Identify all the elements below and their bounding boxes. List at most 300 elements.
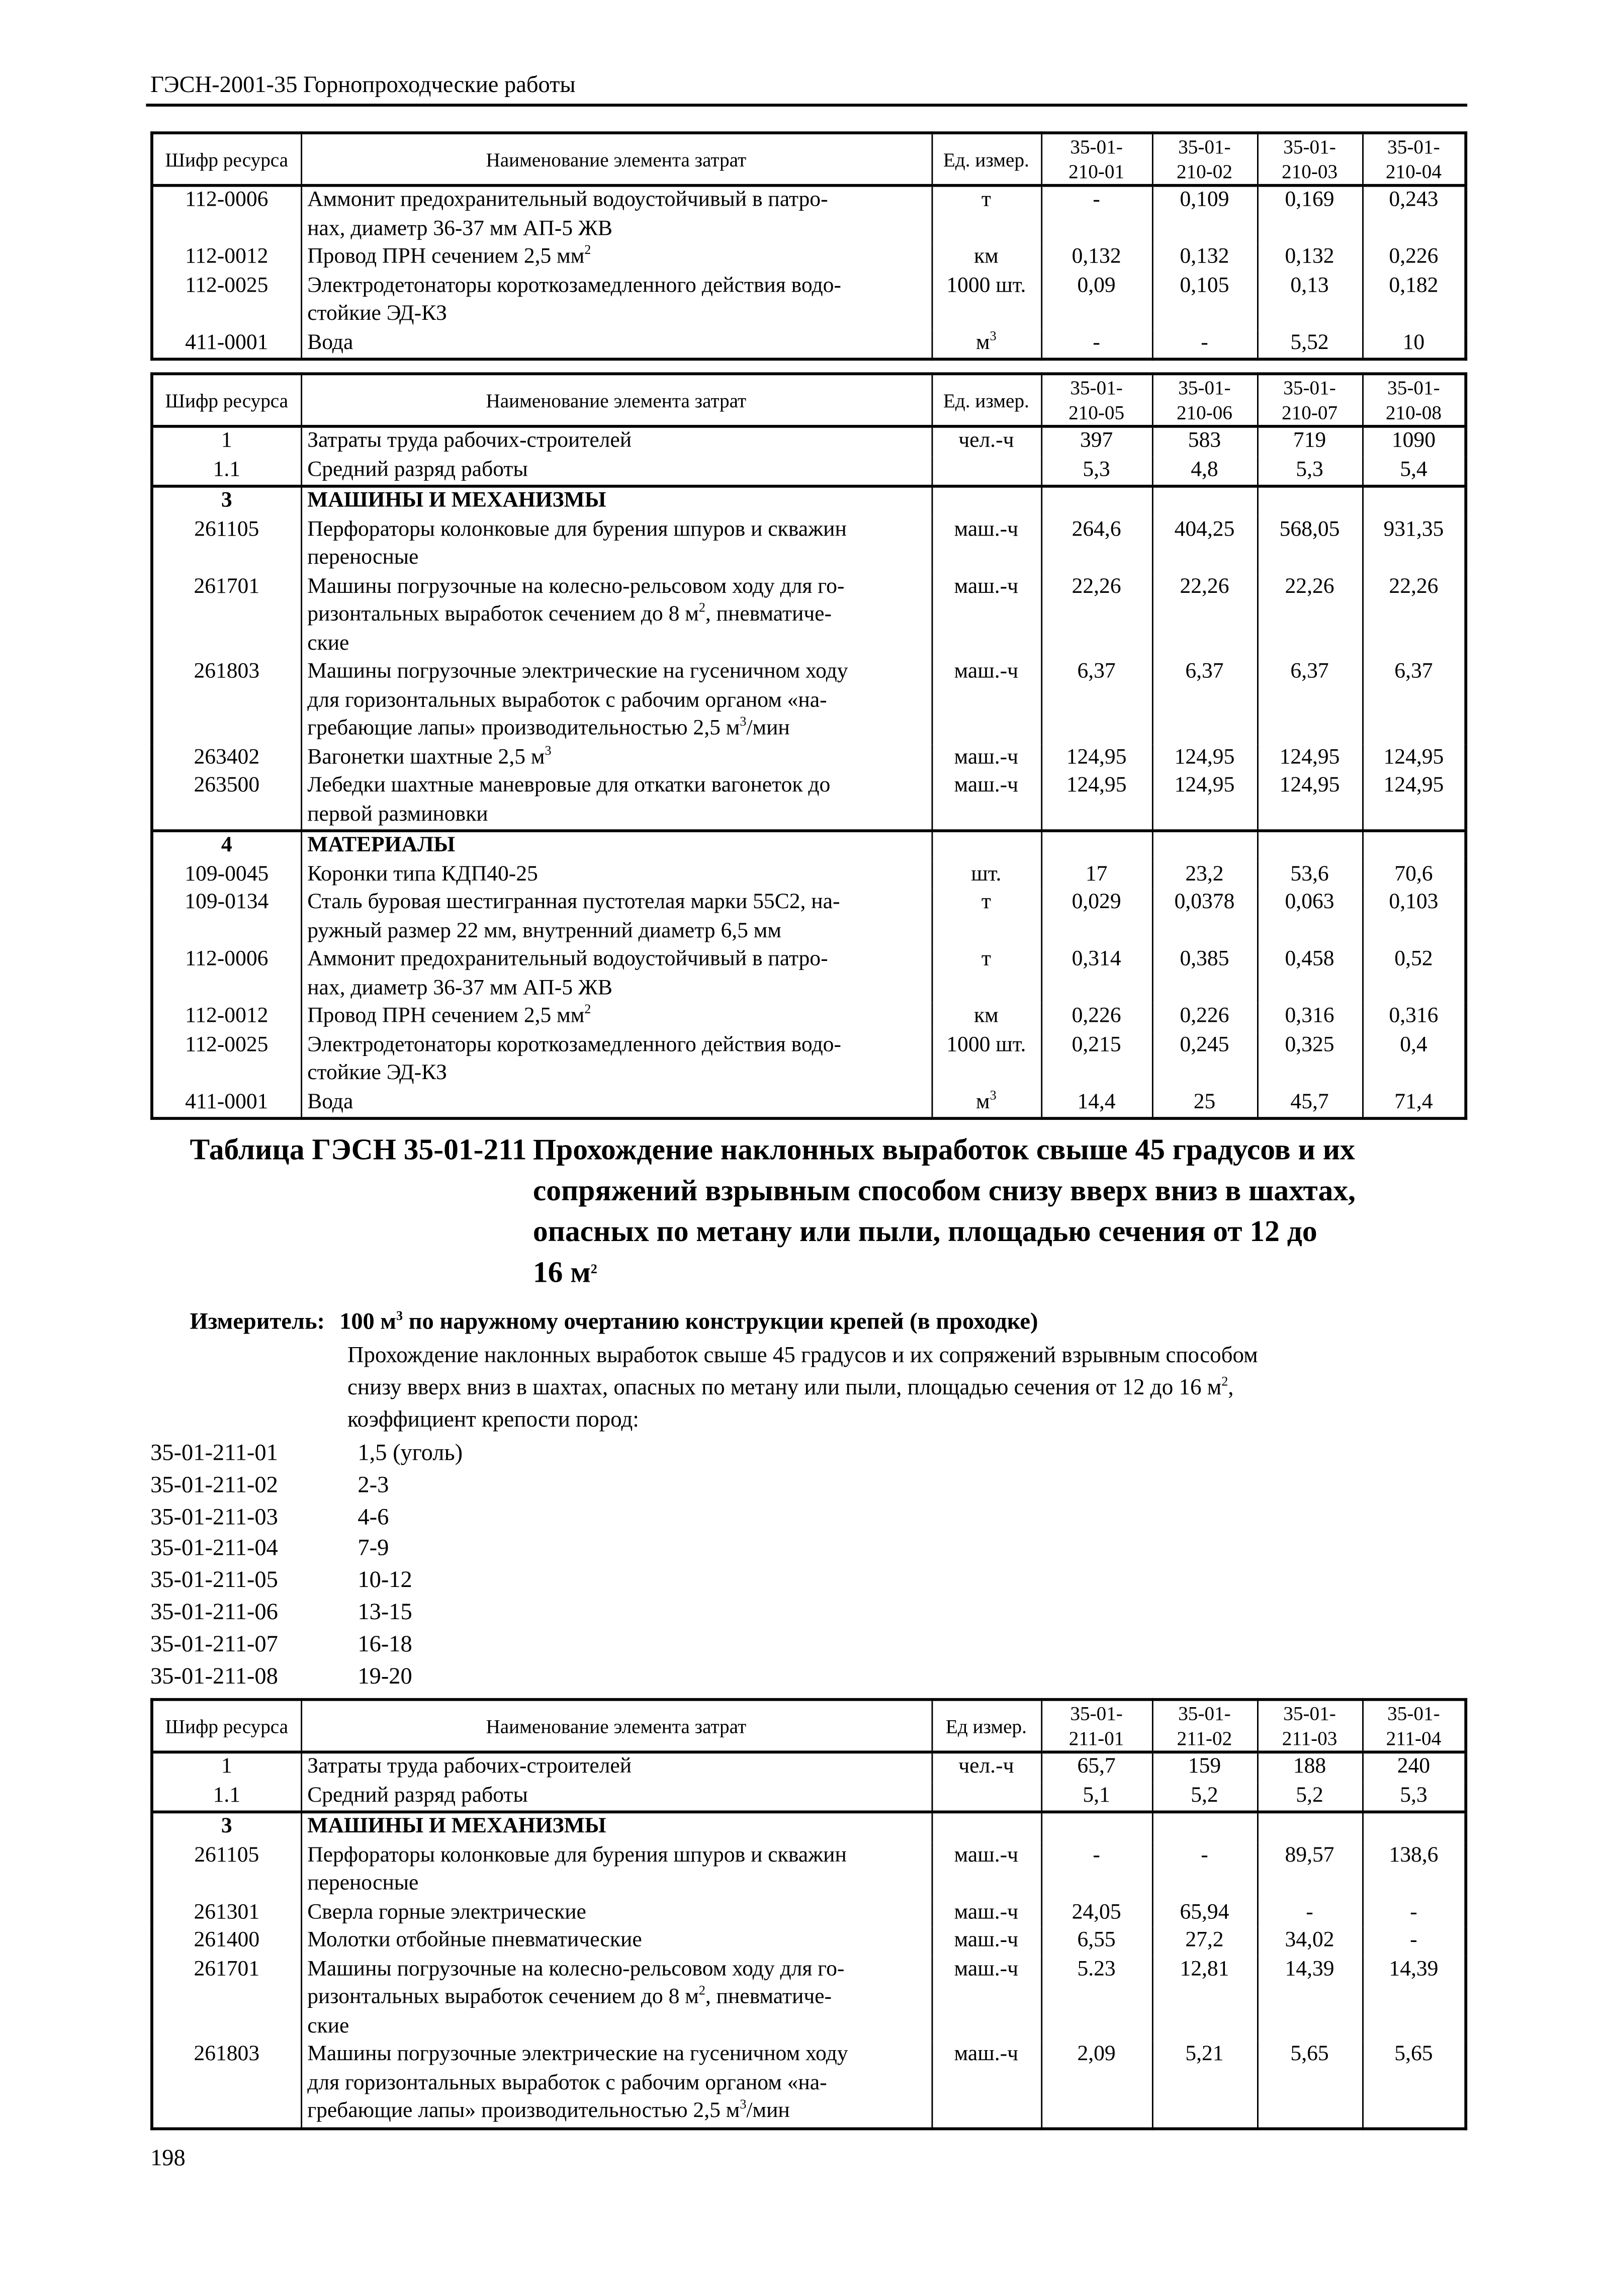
name-line: Аммонит предохранительный водоустойчивый в патро-: [307, 188, 828, 212]
header-column: [1152, 133, 1257, 186]
name-line: Средний разряд работы: [307, 1783, 528, 1807]
resource-name: [301, 772, 931, 831]
measurement-unit: [190, 1310, 1038, 1336]
value-cell: 17: [1041, 861, 1152, 890]
header-row: [152, 133, 1466, 186]
header-column-line: 211-04: [1386, 1727, 1442, 1749]
value-cell: 5,2: [1257, 1782, 1362, 1812]
variant-value: 1,5 (уголь): [358, 1441, 463, 1466]
value-cell: -: [1152, 329, 1257, 360]
resource-code: 263500: [152, 772, 301, 831]
table-header: [152, 133, 1466, 186]
unit: км: [931, 244, 1041, 273]
unit: маш.-ч: [931, 1927, 1041, 1956]
value-cell: 6,37: [1257, 659, 1362, 744]
resource-code: 1.1: [152, 1782, 301, 1812]
value-cell: 0,226: [1362, 244, 1466, 273]
value-cell: 138,6: [1362, 1842, 1466, 1899]
variant-code: 35-01-211-06: [150, 1600, 278, 1625]
variant-row: [150, 1661, 463, 1693]
header-row: [152, 1700, 1466, 1752]
table-row: [152, 273, 1466, 329]
value-cell: 0,243: [1362, 186, 1466, 244]
superscript: 2: [1221, 1374, 1228, 1389]
value-cell: 25: [1152, 1089, 1257, 1119]
value-cell: 0,182: [1362, 273, 1466, 329]
resource-name: [301, 659, 931, 744]
value-cell: 0,325: [1257, 1031, 1362, 1088]
value-cell: 0,132: [1257, 244, 1362, 273]
value-cell: 0,13: [1257, 273, 1362, 329]
description-line: [347, 1372, 1258, 1404]
work-description: [347, 1341, 1258, 1437]
unit: маш.-ч: [931, 772, 1041, 831]
value-cell: [1257, 1812, 1362, 1842]
value-cell: 0,0378: [1152, 889, 1257, 946]
header-row: [152, 374, 1466, 426]
header-column: [1152, 374, 1257, 426]
value-cell: [1041, 831, 1152, 861]
resource-name: [301, 1899, 931, 1927]
name-line: Затраты труда рабочих-строителей: [307, 429, 632, 453]
unit: [931, 831, 1041, 861]
unit: маш.-ч: [931, 2041, 1041, 2128]
value-cell: [1152, 1812, 1257, 1842]
value-cell: 2,09: [1041, 2041, 1152, 2128]
name-line: Молотки отбойные пневматические: [307, 1928, 642, 1953]
name-line: Электродетонаторы короткозамедленного действия водо-: [307, 274, 841, 297]
table-row: [152, 244, 1466, 273]
unit: чел.-ч: [931, 1752, 1041, 1782]
row-group: [152, 1752, 1466, 1812]
header-column-line: 35-01-: [1070, 1702, 1123, 1725]
header-column-line: 35-01-: [1178, 1702, 1231, 1725]
value-cell: 0,245: [1152, 1031, 1257, 1088]
unit: шт.: [931, 861, 1041, 890]
name-line: Вода: [307, 1090, 353, 1113]
resource-name: [301, 1782, 931, 1812]
value-cell: 24,05: [1041, 1899, 1152, 1927]
name-line: Машины погрузочные электрические на гусеничном ходу: [307, 2043, 848, 2066]
value-cell: 1090: [1362, 426, 1466, 457]
value-cell: 0,063: [1257, 889, 1362, 946]
table-row: [152, 1812, 1466, 1842]
unit-text: м: [976, 1090, 990, 1113]
description-line: коэффициент крепости пород:: [347, 1407, 639, 1433]
header-column-line: 35-01-: [1178, 136, 1231, 158]
value-cell: 0,458: [1257, 946, 1362, 1003]
variant-code: 35-01-211-03: [150, 1505, 278, 1530]
resource-name: [301, 889, 931, 946]
resource-name: [301, 1089, 931, 1119]
table-row: [152, 426, 1466, 457]
variant-code: 35-01-211-07: [150, 1632, 278, 1657]
name-text: , пневматиче-: [705, 603, 832, 627]
name-line: для горизонтальных выработок с рабочим органом «на-: [307, 2071, 827, 2095]
superscript: 2: [584, 1001, 591, 1016]
value-cell: 10: [1362, 329, 1466, 360]
value-cell: -: [1041, 186, 1152, 244]
unit: т: [931, 889, 1041, 946]
superscript: 2: [584, 242, 591, 257]
unit: маш.-ч: [931, 516, 1041, 573]
resource-code: 1: [152, 426, 301, 457]
value-cell: 22,26: [1041, 573, 1152, 659]
header-column: [1362, 133, 1466, 186]
value-cell: 397: [1041, 426, 1152, 457]
value-cell: 22,26: [1362, 573, 1466, 659]
name-line: Сверла горные электрические: [307, 1900, 586, 1924]
running-header: ГЭСН-2001-35 Горнопроходческие работы: [150, 73, 576, 98]
resource-name: [301, 516, 931, 573]
table-row: [152, 659, 1466, 744]
resource-table-210-05-08: [150, 372, 1467, 1120]
name-line: Вода: [307, 330, 353, 355]
header-column-line: 35-01-: [1387, 377, 1440, 399]
variant-value: 16-18: [358, 1632, 412, 1657]
name-line: ские: [307, 631, 349, 655]
value-cell: -: [1041, 329, 1152, 360]
header-column-line: 211-03: [1282, 1727, 1337, 1749]
value-cell: 0,226: [1152, 1003, 1257, 1032]
variant-code: 35-01-211-08: [150, 1663, 278, 1689]
variant-code: 35-01-211-01: [150, 1441, 278, 1466]
value-cell: 0,132: [1152, 244, 1257, 273]
unit: чел.-ч: [931, 426, 1041, 457]
value-cell: [1041, 486, 1152, 516]
unit: [931, 329, 1041, 360]
superscript: 2: [698, 600, 705, 615]
value-cell: 0,215: [1041, 1031, 1152, 1088]
table-header: [152, 374, 1466, 426]
value-cell: [1362, 831, 1466, 861]
resource-code: 112-0006: [152, 186, 301, 244]
page-number: 198: [150, 2146, 186, 2171]
superscript: 3: [990, 327, 997, 342]
resource-name: [301, 1927, 931, 1956]
variant-value: 13-15: [358, 1600, 412, 1625]
table-row: [152, 861, 1466, 890]
name-line: Машины погрузочные на колесно-рельсовом ходу для го-: [307, 574, 845, 598]
value-cell: 5,1: [1041, 1782, 1152, 1812]
row-group: [152, 426, 1466, 486]
table-row: [152, 1089, 1466, 1119]
name-text: /мин: [746, 2099, 790, 2123]
variant-row: [150, 1502, 463, 1534]
header-name: Наименование элемента затрат: [301, 374, 931, 426]
unit: маш.-ч: [931, 744, 1041, 772]
table-row: [152, 1842, 1466, 1899]
table-row: [152, 573, 1466, 659]
value-cell: 71,4: [1362, 1089, 1466, 1119]
header-column-line: 35-01-: [1070, 377, 1123, 399]
variant-code: 35-01-211-02: [150, 1473, 278, 1498]
variant-row: [150, 1597, 463, 1629]
unit: маш.-ч: [931, 659, 1041, 744]
value-cell: 240: [1362, 1752, 1466, 1782]
resource-code: 411-0001: [152, 1089, 301, 1119]
resource-name: [301, 2041, 931, 2128]
header-column: [1257, 1700, 1362, 1752]
table-row: [152, 1003, 1466, 1032]
resource-code: 261701: [152, 573, 301, 659]
value-cell: [1152, 831, 1257, 861]
header-name: Наименование элемента затрат: [301, 133, 931, 186]
variant-value: 10-12: [358, 1568, 412, 1594]
resource-name: [301, 1956, 931, 2041]
superscript: 3: [740, 714, 747, 729]
value-cell: 0,132: [1041, 244, 1152, 273]
table-title: [533, 1130, 1467, 1293]
name-line: переносные: [307, 1872, 419, 1895]
title-line: сопряжений взрывным способом снизу вверх вниз в шахтах,: [532, 1175, 1356, 1208]
value-cell: 0,109: [1152, 186, 1257, 244]
unit: т: [931, 186, 1041, 244]
value-cell: 6,37: [1041, 659, 1152, 744]
unit: км: [931, 1003, 1041, 1032]
variant-row: [150, 1470, 463, 1502]
resource-name: [301, 1003, 931, 1032]
resource-code: 411-0001: [152, 329, 301, 360]
value-cell: 5,2: [1152, 1782, 1257, 1812]
variant-code: 35-01-211-05: [150, 1568, 278, 1594]
table-header: [152, 1700, 1466, 1752]
value-cell: 70,6: [1362, 861, 1466, 890]
row-group: [152, 1812, 1466, 2128]
value-cell: -: [1041, 1842, 1152, 1899]
name-line: Машины погрузочные электрические на гусеничном ходу: [307, 660, 848, 683]
value-cell: 719: [1257, 426, 1362, 457]
name-line: Сталь буровая шестигранная пустотелая марки 55С2, на-: [307, 891, 840, 914]
value-cell: 0,103: [1362, 889, 1466, 946]
header-column: [1041, 374, 1152, 426]
superscript: 3: [396, 1308, 403, 1323]
value-cell: 5,3: [1041, 456, 1152, 486]
unit: [931, 1089, 1041, 1119]
measure-label: Измеритель:: [190, 1309, 325, 1335]
value-cell: 188: [1257, 1752, 1362, 1782]
measure-text: 100 м: [339, 1309, 397, 1335]
value-cell: 23,2: [1152, 861, 1257, 890]
value-cell: 0,105: [1152, 273, 1257, 329]
value-cell: 124,95: [1152, 772, 1257, 831]
name-text: Провод ПРН сечением 2,5 мм: [307, 1004, 585, 1028]
title-line: Прохождение наклонных выработок свыше 45 градусов и их: [532, 1134, 1355, 1167]
value-cell: [1041, 1812, 1152, 1842]
header-column: [1362, 374, 1466, 426]
value-cell: 5,65: [1362, 2041, 1466, 2128]
value-cell: 5,21: [1152, 2041, 1257, 2128]
header-column-line: 35-01-: [1387, 136, 1440, 158]
header-column-line: 210-02: [1176, 160, 1233, 183]
variant-value: 2-3: [358, 1473, 389, 1498]
value-cell: 0,029: [1041, 889, 1152, 946]
value-cell: 0,226: [1041, 1003, 1152, 1032]
variant-row: [150, 1629, 463, 1661]
name-text: гребающие лапы» производительностью 2,5 м: [307, 2099, 740, 2123]
name-text: /мин: [746, 717, 790, 741]
value-cell: 45,7: [1257, 1089, 1362, 1119]
table-row: [152, 1782, 1466, 1812]
resource-name: [301, 744, 931, 772]
resource-name: [301, 573, 931, 659]
name-line: МАШИНЫ И МЕХАНИЗМЫ: [307, 1815, 606, 1838]
resource-code: 112-0012: [152, 1003, 301, 1032]
header-column-line: 35-01-: [1283, 1702, 1336, 1725]
header-unit: Ед. измер.: [931, 133, 1041, 186]
header-code: Шифр ресурса: [152, 133, 301, 186]
table-row: [152, 831, 1466, 861]
value-cell: 0,316: [1362, 1003, 1466, 1032]
name-text: Вагонетки шахтные 2,5 м: [307, 745, 545, 769]
title-line: [533, 1253, 1467, 1293]
header-column: [1257, 374, 1362, 426]
description-text: снизу вверх вниз в шахтах, опасных по метану или пыли, площадью сечения от 12 до 16 м: [347, 1375, 1222, 1400]
name-line: Перфораторы колонковые для бурения шпуров и скважин: [307, 517, 847, 541]
name-line: нах, диаметр 36-37 мм АП-5 ЖВ: [307, 976, 613, 1000]
table-row: [152, 1956, 1466, 2041]
name-line: ские: [307, 2014, 349, 2038]
value-cell: 34,02: [1257, 1927, 1362, 1956]
header-column: [1362, 1700, 1466, 1752]
title-line: опасных по метану или пыли, площадью сечения от 12 до: [532, 1216, 1317, 1249]
description-line: Прохождение наклонных выработок свыше 45 градусов и их сопряжений взрывным способом: [347, 1343, 1258, 1368]
resource-code: 261400: [152, 1927, 301, 1956]
value-cell: 124,95: [1362, 772, 1466, 831]
name-line: Машины погрузочные на колесно-рельсовом ходу для го-: [307, 1957, 845, 1981]
resource-name: [301, 186, 931, 244]
value-cell: 65,7: [1041, 1752, 1152, 1782]
resource-code: 261803: [152, 659, 301, 744]
resource-code: 4: [152, 831, 301, 861]
table-row: [152, 744, 1466, 772]
table-row: [152, 1031, 1466, 1088]
name-line: [307, 2098, 925, 2127]
value-cell: 264,6: [1041, 516, 1152, 573]
value-cell: 124,95: [1041, 772, 1152, 831]
value-cell: 14,4: [1041, 1089, 1152, 1119]
header-column: [1041, 1700, 1152, 1752]
name-line: [307, 244, 925, 273]
header-column-line: 210-05: [1068, 401, 1125, 424]
value-cell: 12,81: [1152, 1956, 1257, 2041]
header-column-line: 210-06: [1176, 401, 1233, 424]
header-column-line: 210-08: [1385, 401, 1442, 424]
variant-value: 4-6: [358, 1505, 389, 1530]
name-text: ризонтальных выработок сечением до 8 м: [307, 1985, 699, 2009]
value-cell: [1362, 486, 1466, 516]
resource-name: [301, 273, 931, 329]
value-cell: 124,95: [1257, 772, 1362, 831]
header-rule: [146, 104, 1467, 107]
name-line: Лебедки шахтные маневровые для откатки вагонеток до: [307, 773, 831, 798]
header-column-line: 35-01-: [1387, 1702, 1440, 1725]
row-group: [152, 486, 1466, 831]
resource-code: 261701: [152, 1956, 301, 2041]
unit: [931, 456, 1041, 486]
name-line: стойкие ЭД-КЗ: [307, 302, 447, 326]
value-cell: 5.23: [1041, 1956, 1152, 2041]
name-line: [307, 1984, 925, 2013]
name-line: для горизонтальных выработок с рабочим органом «на-: [307, 688, 827, 712]
resource-name: [301, 329, 931, 360]
name-text: гребающие лапы» производительностью 2,5 м: [307, 717, 740, 741]
name-line: Аммонит предохранительный водоустойчивый в патро-: [307, 947, 828, 971]
header-name: Наименование элемента затрат: [301, 1700, 931, 1752]
resource-code: 112-0012: [152, 244, 301, 273]
value-cell: 89,57: [1257, 1842, 1362, 1899]
header-column-line: 210-04: [1385, 160, 1442, 183]
resource-name: [301, 1031, 931, 1088]
resource-code: 263402: [152, 744, 301, 772]
value-cell: 5,65: [1257, 2041, 1362, 2128]
table-row: [152, 456, 1466, 486]
table-label: Таблица ГЭСН 35-01-211: [190, 1134, 527, 1167]
resource-code: 1: [152, 1752, 301, 1782]
header-column-line: 35-01-: [1178, 377, 1231, 399]
value-cell: 6,55: [1041, 1927, 1152, 1956]
name-line: переносные: [307, 546, 419, 570]
header-unit: Ед измер.: [931, 1700, 1041, 1752]
value-cell: 14,39: [1362, 1956, 1466, 2041]
value-cell: 53,6: [1257, 861, 1362, 890]
name-line: Перфораторы колонковые для бурения шпуров и скважин: [307, 1843, 847, 1867]
value-cell: 0,4: [1362, 1031, 1466, 1088]
table-row: [152, 772, 1466, 831]
resource-name: [301, 831, 931, 861]
superscript: 3: [990, 1087, 997, 1102]
resource-code: 261105: [152, 516, 301, 573]
variant-code: 35-01-211-04: [150, 1536, 278, 1562]
value-cell: 583: [1152, 426, 1257, 457]
value-cell: 124,95: [1041, 744, 1152, 772]
measure-value: [339, 1310, 1038, 1335]
name-line: нах, диаметр 36-37 мм АП-5 ЖВ: [307, 217, 613, 240]
row-group: [152, 831, 1466, 1118]
resource-code: 3: [152, 1812, 301, 1842]
resource-code: 261803: [152, 2041, 301, 2128]
superscript: 3: [545, 742, 552, 757]
description-text: ,: [1228, 1375, 1234, 1400]
resource-name: [301, 1842, 931, 1899]
unit: маш.-ч: [931, 1956, 1041, 2041]
value-cell: -: [1362, 1927, 1466, 1956]
value-cell: [1257, 486, 1362, 516]
value-cell: 0,52: [1362, 946, 1466, 1003]
header-column-line: 211-02: [1177, 1727, 1232, 1749]
variant-row: [150, 1438, 463, 1470]
value-cell: 22,26: [1257, 573, 1362, 659]
table-row: [152, 1752, 1466, 1782]
header-code: Шифр ресурса: [152, 374, 301, 426]
header-code: Шифр ресурса: [152, 1700, 301, 1752]
resource-name: [301, 861, 931, 890]
unit: [931, 1812, 1041, 1842]
header-column: [1152, 1700, 1257, 1752]
value-cell: -: [1257, 1899, 1362, 1927]
value-cell: 568,05: [1257, 516, 1362, 573]
value-cell: 0,385: [1152, 946, 1257, 1003]
variant-value: 7-9: [358, 1536, 389, 1562]
value-cell: 22,26: [1152, 573, 1257, 659]
header-column: [1257, 133, 1362, 186]
value-cell: 0,09: [1041, 273, 1152, 329]
value-cell: 4,8: [1152, 456, 1257, 486]
resource-code: 109-0045: [152, 861, 301, 890]
value-cell: 404,25: [1152, 516, 1257, 573]
name-line: Затраты труда рабочих-строителей: [307, 1755, 632, 1779]
variant-row: [150, 1565, 463, 1597]
